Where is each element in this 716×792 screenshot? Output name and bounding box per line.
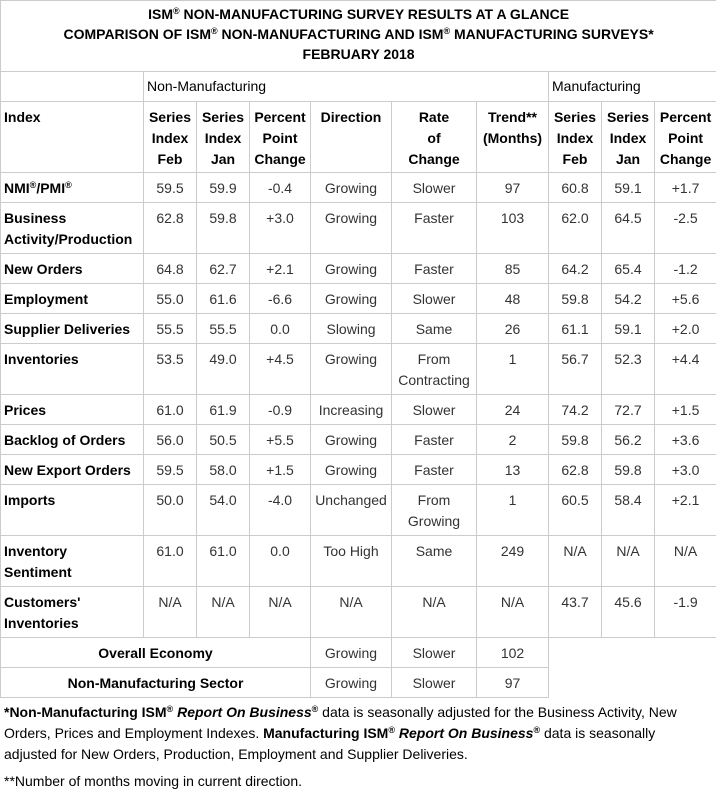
direction-cell: Growing	[311, 254, 392, 284]
summary-label: Non-Manufacturing Sector	[1, 668, 311, 698]
m-change-cell: +1.7	[655, 173, 716, 203]
m-feb-cell: 43.7	[549, 587, 602, 638]
trend-cell: 1	[477, 485, 549, 536]
trend-cell: 249	[477, 536, 549, 587]
trend-cell: 85	[477, 254, 549, 284]
m-feb-cell: 60.5	[549, 485, 602, 536]
direction-cell: Growing	[311, 344, 392, 395]
table-row	[1, 485, 716, 536]
row-label: Prices	[1, 395, 144, 425]
nm-change-cell: -4.0	[250, 485, 311, 536]
section-manufacturing: Manufacturing	[549, 72, 716, 102]
row-label: Inventory Sentiment	[1, 536, 144, 587]
summary-rate-cell: Slower	[392, 668, 477, 698]
rate-cell: Faster	[392, 455, 477, 485]
direction-cell: Growing	[311, 425, 392, 455]
table-title: ISM® NON-MANUFACTURING SURVEY RESULTS AT A GLANCE COMPARISON OF ISM® NON-MANUFACTURING AND ISM® MANUFACTURING SURVEYS* FEBRUARY 2018	[1, 1, 716, 72]
blank-section-cell	[1, 72, 144, 102]
m-feb-cell: 60.8	[549, 173, 602, 203]
nm-change-cell: +5.5	[250, 425, 311, 455]
nm-jan-cell: N/A	[197, 587, 250, 638]
row-label: NMI®/PMI®	[1, 173, 144, 203]
direction-cell: Unchanged	[311, 485, 392, 536]
trend-cell: 2	[477, 425, 549, 455]
m-change-cell: -1.9	[655, 587, 716, 638]
trend-cell: 24	[477, 395, 549, 425]
trend-cell: 97	[477, 173, 549, 203]
table-row	[1, 395, 716, 425]
direction-cell: Growing	[311, 455, 392, 485]
m-jan-cell: 59.1	[602, 173, 655, 203]
rate-cell: Faster	[392, 254, 477, 284]
blank-cell	[549, 638, 716, 668]
nm-feb-cell: N/A	[144, 587, 197, 638]
section-non-manufacturing: Non-Manufacturing	[144, 72, 549, 102]
direction-cell: Growing	[311, 203, 392, 254]
table-row	[1, 587, 716, 638]
m-change-cell: +3.0	[655, 455, 716, 485]
nm-jan-cell: 59.9	[197, 173, 250, 203]
row-label: Imports	[1, 485, 144, 536]
nm-feb-cell: 64.8	[144, 254, 197, 284]
nm-feb-cell: 59.5	[144, 455, 197, 485]
nm-feb-cell: 61.0	[144, 395, 197, 425]
table-row	[1, 455, 716, 485]
m-change-cell: +4.4	[655, 344, 716, 395]
nm-feb-cell: 55.0	[144, 284, 197, 314]
rate-cell: Same	[392, 314, 477, 344]
m-change-cell: +2.1	[655, 485, 716, 536]
m-change-cell: +1.5	[655, 395, 716, 425]
summary-trend-cell: 97	[477, 668, 549, 698]
column-header-row	[1, 102, 716, 173]
nm-jan-cell: 58.0	[197, 455, 250, 485]
nm-change-cell: N/A	[250, 587, 311, 638]
nm-change-cell: -6.6	[250, 284, 311, 314]
nm-feb-cell: 56.0	[144, 425, 197, 455]
m-feb-cell: 64.2	[549, 254, 602, 284]
m-jan-cell: 59.1	[602, 314, 655, 344]
m-feb-cell: 59.8	[549, 425, 602, 455]
nm-feb-cell: 50.0	[144, 485, 197, 536]
header-m-pp-change: Percent Point Change	[655, 102, 716, 173]
nm-feb-cell: 62.8	[144, 203, 197, 254]
blank-cell	[549, 668, 716, 698]
m-change-cell: +5.6	[655, 284, 716, 314]
row-label: Supplier Deliveries	[1, 314, 144, 344]
trend-cell: 26	[477, 314, 549, 344]
trend-cell: N/A	[477, 587, 549, 638]
nm-jan-cell: 55.5	[197, 314, 250, 344]
nm-change-cell: -0.4	[250, 173, 311, 203]
nm-change-cell: 0.0	[250, 536, 311, 587]
m-jan-cell: 64.5	[602, 203, 655, 254]
header-nm-series-feb: Series Index Feb	[144, 102, 197, 173]
nm-feb-cell: 53.5	[144, 344, 197, 395]
nm-feb-cell: 55.5	[144, 314, 197, 344]
nm-jan-cell: 59.8	[197, 203, 250, 254]
direction-cell: Growing	[311, 284, 392, 314]
table-row	[1, 425, 716, 455]
row-label: Inventories	[1, 344, 144, 395]
trend-cell: 13	[477, 455, 549, 485]
direction-cell: Too High	[311, 536, 392, 587]
header-trend: Trend** (Months)	[477, 102, 549, 173]
rate-cell: Faster	[392, 425, 477, 455]
m-feb-cell: 62.0	[549, 203, 602, 254]
nm-change-cell: 0.0	[250, 314, 311, 344]
rate-cell: From Growing	[392, 485, 477, 536]
header-rate-of-change: Rate of Change	[392, 102, 477, 173]
m-change-cell: -2.5	[655, 203, 716, 254]
table-row	[1, 254, 716, 284]
trend-cell: 103	[477, 203, 549, 254]
footnote-trend: **Number of months moving in current direction.	[4, 771, 710, 792]
m-jan-cell: 72.7	[602, 395, 655, 425]
nm-jan-cell: 61.9	[197, 395, 250, 425]
nm-feb-cell: 61.0	[144, 536, 197, 587]
direction-cell: Slowing	[311, 314, 392, 344]
m-change-cell: N/A	[655, 536, 716, 587]
m-jan-cell: 59.8	[602, 455, 655, 485]
nm-jan-cell: 49.0	[197, 344, 250, 395]
nm-change-cell: +4.5	[250, 344, 311, 395]
summary-label: Overall Economy	[1, 638, 311, 668]
trend-cell: 48	[477, 284, 549, 314]
header-nm-pp-change: Percent Point Change	[250, 102, 311, 173]
row-label: Employment	[1, 284, 144, 314]
rate-cell: N/A	[392, 587, 477, 638]
table-row	[1, 284, 716, 314]
header-m-series-jan: Series Index Jan	[602, 102, 655, 173]
summary-direction-cell: Growing	[311, 638, 392, 668]
m-feb-cell: 62.8	[549, 455, 602, 485]
nm-jan-cell: 62.7	[197, 254, 250, 284]
m-jan-cell: 58.4	[602, 485, 655, 536]
nm-change-cell: -0.9	[250, 395, 311, 425]
direction-cell: Increasing	[311, 395, 392, 425]
m-change-cell: +3.6	[655, 425, 716, 455]
m-feb-cell: 56.7	[549, 344, 602, 395]
header-index: Index	[1, 102, 144, 173]
rate-cell: Slower	[392, 395, 477, 425]
summary-rate-cell: Slower	[392, 638, 477, 668]
m-jan-cell: 52.3	[602, 344, 655, 395]
table-row	[1, 344, 716, 395]
table-row	[1, 536, 716, 587]
m-change-cell: -1.2	[655, 254, 716, 284]
footnote-seasonal-adjustment: *Non-Manufacturing ISM® Report On Business® data is seasonally adjusted for the Business Activity, New Orders, Prices and Employment Indexes. Manufacturing ISM® Report On Business® data is seasonally adjusted for New Orders, Production, Employment and Supplier Deliveries.	[4, 702, 710, 765]
m-jan-cell: 56.2	[602, 425, 655, 455]
m-feb-cell: 61.1	[549, 314, 602, 344]
row-label: Backlog of Orders	[1, 425, 144, 455]
nm-jan-cell: 61.6	[197, 284, 250, 314]
m-jan-cell: 65.4	[602, 254, 655, 284]
rate-cell: Faster	[392, 203, 477, 254]
table-row	[1, 203, 716, 254]
rate-cell: From Contracting	[392, 344, 477, 395]
summary-direction-cell: Growing	[311, 668, 392, 698]
header-m-series-feb: Series Index Feb	[549, 102, 602, 173]
row-label: New Orders	[1, 254, 144, 284]
nm-jan-cell: 50.5	[197, 425, 250, 455]
table-row	[1, 314, 716, 344]
header-direction: Direction	[311, 102, 392, 173]
table-row	[1, 173, 716, 203]
nm-change-cell: +3.0	[250, 203, 311, 254]
m-feb-cell: 59.8	[549, 284, 602, 314]
m-change-cell: +2.0	[655, 314, 716, 344]
m-jan-cell: 45.6	[602, 587, 655, 638]
rate-cell: Slower	[392, 173, 477, 203]
rate-cell: Same	[392, 536, 477, 587]
m-jan-cell: 54.2	[602, 284, 655, 314]
row-label: Customers' Inventories	[1, 587, 144, 638]
direction-cell: N/A	[311, 587, 392, 638]
summary-row	[1, 668, 716, 698]
rate-cell: Slower	[392, 284, 477, 314]
nm-jan-cell: 61.0	[197, 536, 250, 587]
m-jan-cell: N/A	[602, 536, 655, 587]
nm-change-cell: +1.5	[250, 455, 311, 485]
header-nm-series-jan: Series Index Jan	[197, 102, 250, 173]
nm-feb-cell: 59.5	[144, 173, 197, 203]
summary-trend-cell: 102	[477, 638, 549, 668]
nm-change-cell: +2.1	[250, 254, 311, 284]
nm-jan-cell: 54.0	[197, 485, 250, 536]
m-feb-cell: N/A	[549, 536, 602, 587]
row-label: New Export Orders	[1, 455, 144, 485]
footnotes	[0, 698, 716, 792]
summary-row	[1, 638, 716, 668]
row-label: Business Activity/Production	[1, 203, 144, 254]
direction-cell: Growing	[311, 173, 392, 203]
trend-cell: 1	[477, 344, 549, 395]
m-feb-cell: 74.2	[549, 395, 602, 425]
